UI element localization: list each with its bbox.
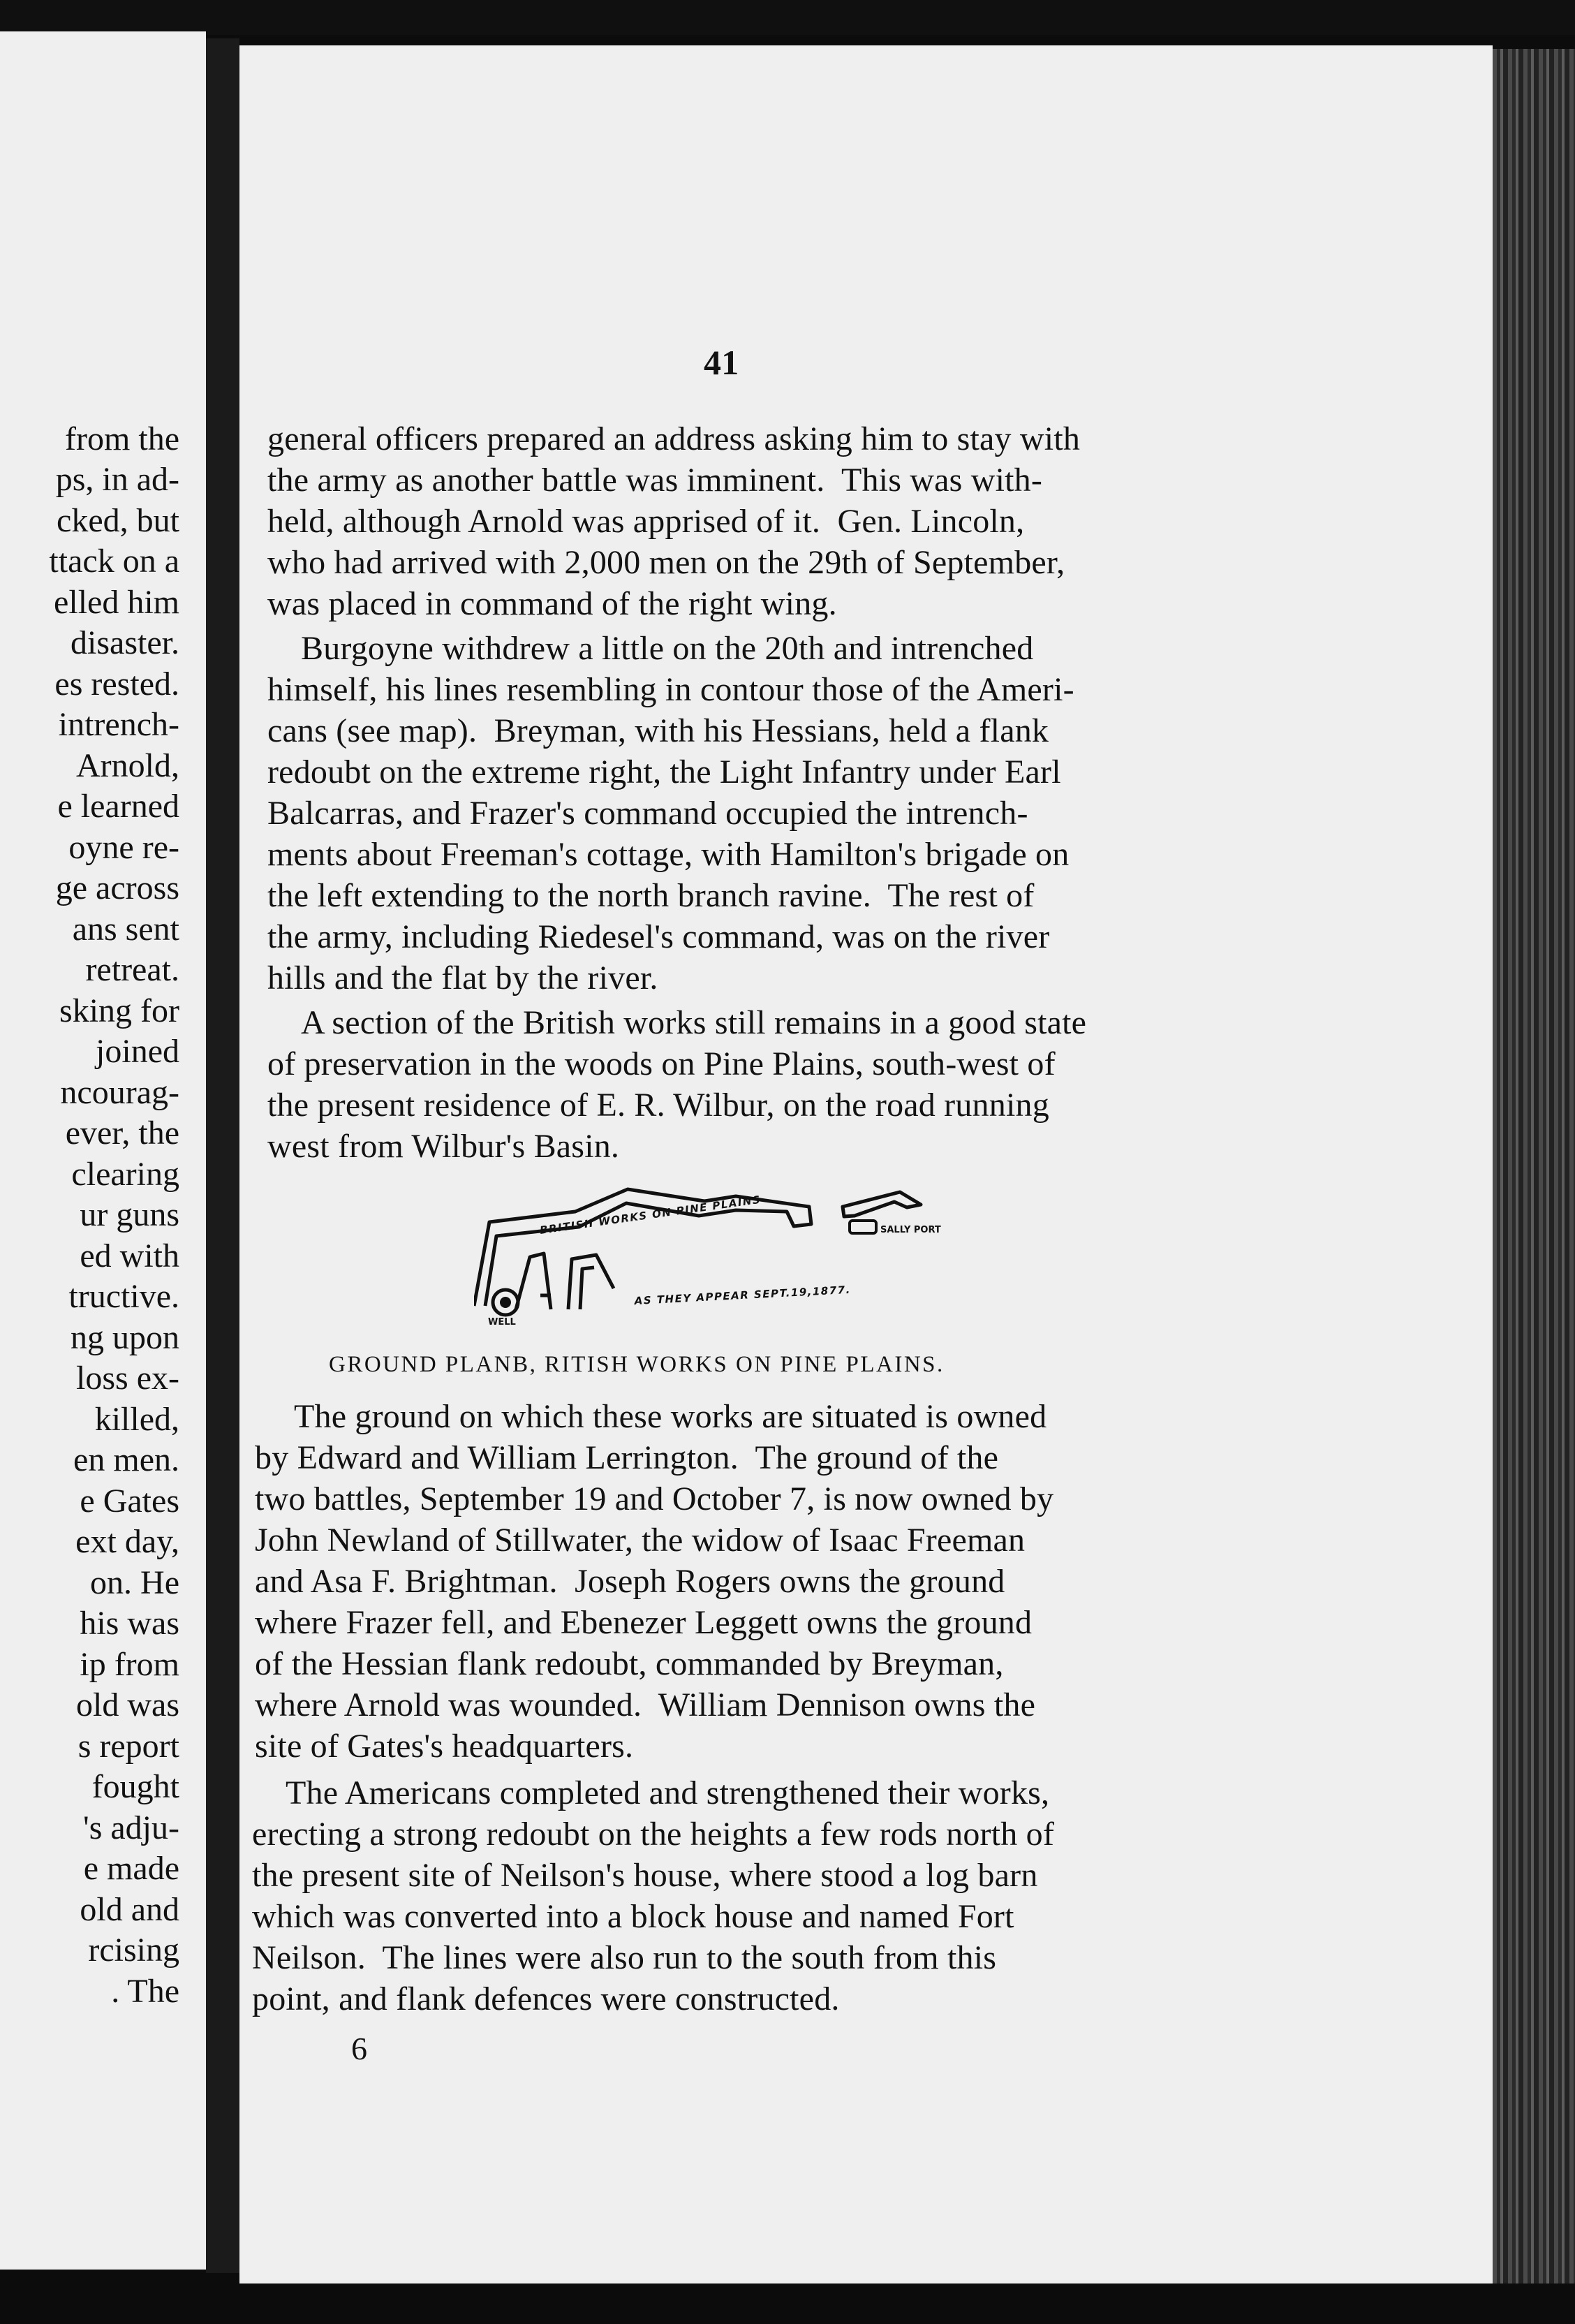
text-line: by Edward and William Lerrington. The ground of the	[255, 1439, 999, 1476]
facing-page-line: en men.	[73, 1441, 179, 1478]
text-line: A section of the British works still remains in a good state	[301, 1004, 1087, 1041]
facing-page-line: ge across	[55, 869, 179, 906]
facing-page-line: 's adju-	[83, 1809, 179, 1846]
ground-plan-drawing	[474, 1177, 977, 1337]
facing-page-line: killed,	[94, 1401, 179, 1438]
text-line: himself, his lines resembling in contour those of the Ameri-	[267, 671, 1074, 708]
facing-page-line: ip from	[80, 1646, 179, 1683]
figure-caption: GROUND PLANB, RITISH WORKS ON PINE PLAINS.	[329, 1352, 945, 1377]
text-line: of the Hessian flank redoubt, commanded by Breyman,	[255, 1645, 1004, 1682]
facing-page-line: on. He	[90, 1564, 179, 1601]
facing-page-line: cked, but	[57, 502, 179, 539]
facing-page-line: ed with	[80, 1237, 179, 1274]
text-line: point, and flank defences were constructed.	[252, 1980, 840, 2017]
facing-page-line: oyne re-	[68, 829, 179, 866]
text-line: where Frazer fell, and Ebenezer Leggett owns the ground	[255, 1604, 1033, 1641]
plan-label-sally-port: SALLY PORT	[880, 1225, 941, 1235]
text-line: general officers prepared an address asking him to stay with	[267, 420, 1081, 457]
facing-page-line: tructive.	[68, 1278, 179, 1315]
facing-page-line: Arnold,	[76, 747, 179, 784]
facing-page-line: disaster.	[71, 624, 179, 661]
facing-page-line: ttack on a	[49, 543, 179, 580]
text-line: redoubt on the extreme right, the Light Infantry under Earl	[267, 753, 1061, 790]
facing-page-line: es rested.	[54, 665, 179, 703]
facing-page-line: ans sent	[72, 911, 179, 948]
text-line: Neilson. The lines were also run to the south from this	[252, 1939, 997, 1976]
facing-page-line: sking for	[59, 992, 179, 1029]
book-gutter-shadow	[206, 38, 239, 2273]
facing-page-line: joined	[96, 1033, 179, 1070]
text-line: The Americans completed and strengthened their works,	[286, 1774, 1050, 1811]
text-line: the left extending to the north branch ravine. The rest of	[267, 877, 1035, 914]
facing-page-line: ur guns	[80, 1196, 179, 1233]
text-line: the army, including Riedesel's command, was on the river	[267, 918, 1050, 955]
text-line: Balcarras, and Frazer's command occupied the intrench-	[267, 795, 1028, 832]
facing-page-line: ever, the	[65, 1115, 179, 1152]
facing-page-line: old was	[76, 1686, 179, 1723]
text-line: cans (see map). Breyman, with his Hessians, held a flank	[267, 712, 1049, 749]
text-line: The ground on which these works are situated is owned	[294, 1398, 1047, 1435]
facing-page-line: e made	[83, 1850, 179, 1887]
facing-page-line: retreat.	[85, 951, 179, 988]
text-line: Burgoyne withdrew a little on the 20th and intrenched	[301, 630, 1034, 667]
facing-page-line: . The	[111, 1973, 179, 2010]
facing-page-line: e Gates	[80, 1483, 179, 1520]
text-line: hills and the flat by the river.	[267, 959, 658, 996]
facing-page-line: fought	[91, 1768, 179, 1805]
facing-page-line: from the	[65, 420, 179, 457]
text-line: the present site of Neilson's house, where stood a log barn	[252, 1857, 1038, 1894]
scan-bottom-border	[0, 2283, 1575, 2324]
facing-page-line: old and	[80, 1891, 179, 1928]
signature-mark: 6	[351, 2031, 368, 2066]
book-spine-edge	[1493, 49, 1575, 2283]
text-line: erecting a strong redoubt on the heights a few rods north of	[252, 1816, 1055, 1853]
text-line: of preservation in the woods on Pine Plains, south-west of	[267, 1045, 1056, 1082]
facing-page-line: loss ex-	[76, 1360, 179, 1397]
facing-page-line: intrench-	[58, 706, 179, 743]
facing-page-line: his was	[80, 1605, 179, 1642]
facing-page-line: clearing	[71, 1156, 179, 1193]
scan-top-border	[0, 0, 1575, 35]
text-line: the present residence of E. R. Wilbur, on the road running	[267, 1087, 1049, 1124]
facing-page-fragment	[0, 31, 206, 2270]
facing-page-line: e learned	[57, 788, 179, 825]
text-line: was placed in command of the right wing.	[267, 585, 837, 622]
book-page	[239, 45, 1493, 2283]
plan-label-well: WELL	[488, 1317, 516, 1328]
text-line: where Arnold was wounded. William Dennison owns the	[255, 1686, 1036, 1723]
text-line: the army as another battle was imminent. This was with-	[267, 462, 1043, 499]
text-line: two battles, September 19 and October 7, is now owned by	[255, 1480, 1054, 1517]
facing-page-line: ext day,	[75, 1523, 179, 1560]
facing-page-line: elled him	[54, 584, 179, 621]
page-number: 41	[704, 343, 739, 382]
facing-page-line: ng upon	[71, 1319, 179, 1356]
plan-label-british-works: BRITISH WORKS ON PINE PLAINS	[539, 1193, 762, 1237]
facing-page-line: ps, in ad-	[55, 461, 179, 498]
facing-page-line: rcising	[88, 1932, 179, 1969]
facing-page-line: s report	[77, 1728, 179, 1765]
text-line: west from Wilbur's Basin.	[267, 1128, 620, 1165]
text-line: who had arrived with 2,000 men on the 29th of September,	[267, 544, 1065, 581]
text-line: and Asa F. Brightman. Joseph Rogers owns the ground	[255, 1563, 1005, 1600]
text-line: site of Gates's headquarters.	[255, 1728, 634, 1765]
text-line: held, although Arnold was apprised of it. Gen. Lincoln,	[267, 503, 1025, 540]
text-line: John Newland of Stillwater, the widow of Isaac Freeman	[255, 1522, 1026, 1559]
ground-plan-figure	[474, 1177, 977, 1337]
facing-page-line: ncourag-	[60, 1074, 179, 1111]
text-line: which was converted into a block house and named Fort	[252, 1898, 1014, 1935]
plan-label-date: AS THEY APPEAR SEPT.19,1877.	[634, 1283, 852, 1307]
text-line: ments about Freeman's cottage, with Hamilton's brigade on	[267, 836, 1070, 873]
